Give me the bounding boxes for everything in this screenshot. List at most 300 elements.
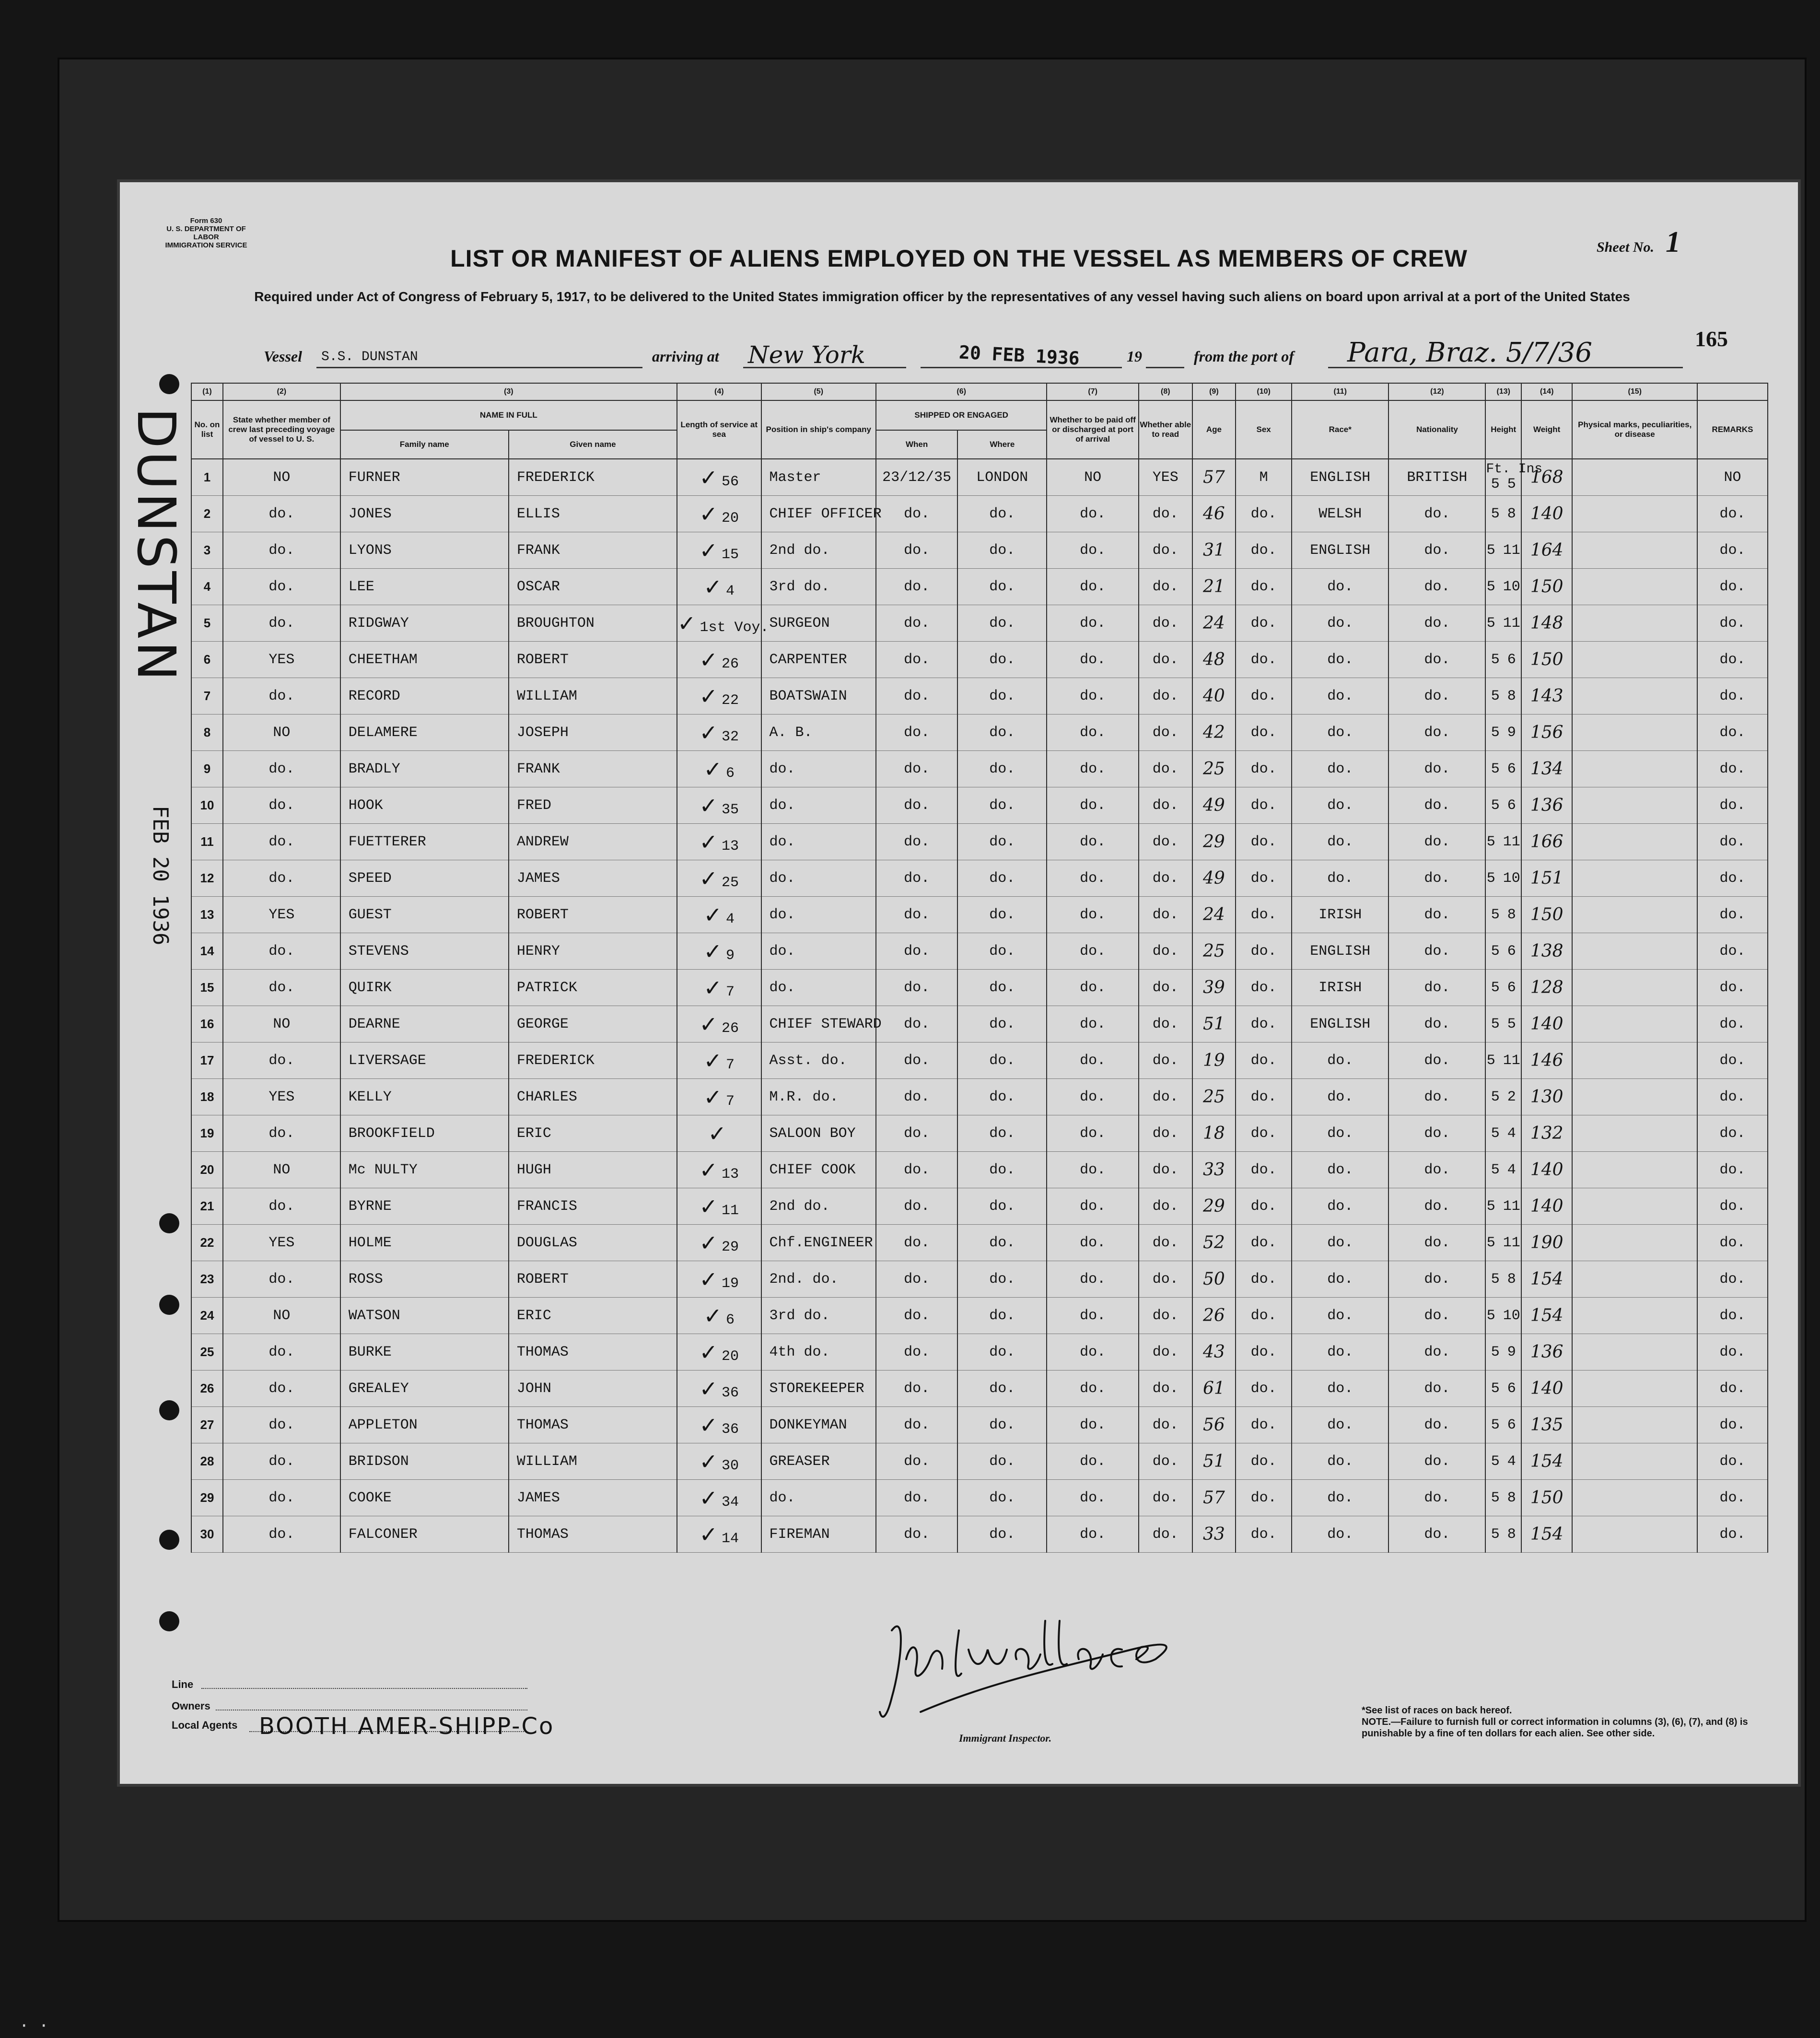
where-cell: do. xyxy=(957,569,1047,605)
position-cell: 2nd. do. xyxy=(761,1261,876,1298)
age-cell: 42 xyxy=(1192,714,1236,751)
height-cell xyxy=(1485,1516,1521,1553)
row-number: 18 xyxy=(191,1079,223,1115)
age-cell: 51 xyxy=(1192,1443,1236,1480)
length-cell xyxy=(677,642,761,678)
family-name-cell: BURKE xyxy=(340,1334,509,1370)
row-number: 6 xyxy=(191,642,223,678)
col-number: (8) xyxy=(1139,383,1192,400)
height-cell xyxy=(1485,1079,1521,1115)
remarks-cell: do. xyxy=(1697,642,1768,678)
sex-cell: do. xyxy=(1236,1298,1292,1334)
height-cell xyxy=(1485,824,1521,860)
family-name-cell: BYRNE xyxy=(340,1188,509,1225)
weight-cell: 154 xyxy=(1521,1298,1572,1334)
film-edge-mark: · · xyxy=(19,2016,49,2036)
paid-off-cell: do. xyxy=(1047,1079,1139,1115)
when-cell: do. xyxy=(876,1370,957,1407)
height-ft: 5 xyxy=(1491,1344,1500,1360)
race-cell: do. xyxy=(1292,1042,1388,1079)
where-cell: do. xyxy=(957,1407,1047,1443)
row-number: 17 xyxy=(191,1042,223,1079)
height-in: 8 xyxy=(1507,505,1516,522)
marks-cell xyxy=(1572,1042,1697,1079)
height-ft: 5 xyxy=(1491,651,1500,668)
when-cell: do. xyxy=(876,714,957,751)
check-mark-icon: ✓ xyxy=(699,865,718,891)
read-cell: do. xyxy=(1139,678,1192,714)
height-in: 6 xyxy=(1507,761,1516,777)
marks-cell xyxy=(1572,459,1697,496)
given-name-cell: THOMAS xyxy=(509,1516,677,1553)
height-cell xyxy=(1485,714,1521,751)
nationality-cell: do. xyxy=(1388,605,1485,642)
race-cell: do. xyxy=(1292,860,1388,897)
sex-cell: do. xyxy=(1236,787,1292,824)
member-prev-cell: YES xyxy=(223,897,340,933)
rule xyxy=(1328,367,1683,368)
check-mark-icon: ✓ xyxy=(703,1302,723,1329)
height-ft: 5 xyxy=(1491,1161,1500,1178)
table-row xyxy=(191,496,1768,532)
where-cell: do. xyxy=(957,1152,1047,1188)
length-value: 25 xyxy=(722,874,739,891)
age-cell: 51 xyxy=(1192,1006,1236,1042)
when-cell: do. xyxy=(876,1115,957,1152)
where-cell: do. xyxy=(957,1042,1047,1079)
nationality-cell: BRITISH xyxy=(1388,459,1485,496)
height-cell xyxy=(1485,1407,1521,1443)
row-number: 16 xyxy=(191,1006,223,1042)
length-value: 13 xyxy=(722,838,739,855)
marks-cell xyxy=(1572,1006,1697,1042)
header-nationality: Nationality xyxy=(1388,400,1485,459)
header-remarks: REMARKS xyxy=(1697,400,1768,459)
race-cell: do. xyxy=(1292,1370,1388,1407)
sex-cell: do. xyxy=(1236,1115,1292,1152)
table-row xyxy=(191,1006,1768,1042)
marks-cell xyxy=(1572,532,1697,569)
length-value: 26 xyxy=(722,1020,739,1037)
member-prev-cell: do. xyxy=(223,1443,340,1480)
col-number: (14) xyxy=(1521,383,1572,400)
col-number: (15) xyxy=(1572,383,1697,400)
length-cell xyxy=(677,1261,761,1298)
given-name-cell: ROBERT xyxy=(509,1261,677,1298)
row-number: 12 xyxy=(191,860,223,897)
side-stamp xyxy=(126,408,187,1031)
race-cell: do. xyxy=(1292,1334,1388,1370)
length-cell xyxy=(677,970,761,1006)
arrival-date-stamp: 20 FEB 1936 xyxy=(958,341,1080,369)
where-cell: do. xyxy=(957,1079,1047,1115)
sex-cell: do. xyxy=(1236,1407,1292,1443)
given-name-cell: FRANK xyxy=(509,751,677,787)
height-ft: 5 xyxy=(1491,943,1500,960)
weight-cell: 154 xyxy=(1521,1516,1572,1553)
age-cell: 24 xyxy=(1192,897,1236,933)
marks-cell xyxy=(1572,824,1697,860)
length-cell xyxy=(677,532,761,569)
check-mark-icon: ✓ xyxy=(703,1047,723,1074)
height-in: 8 xyxy=(1507,688,1516,704)
owners-label: Owners xyxy=(172,1700,210,1712)
check-mark-icon: ✓ xyxy=(699,1157,718,1183)
side-stamp-date: FEB 20 1936 xyxy=(148,806,173,946)
position-cell: do. xyxy=(761,970,876,1006)
given-name-cell: GEORGE xyxy=(509,1006,677,1042)
agents-label: Local Agents xyxy=(172,1719,238,1731)
where-cell: do. xyxy=(957,496,1047,532)
nationality-cell: do. xyxy=(1388,714,1485,751)
remarks-cell: do. xyxy=(1697,1152,1768,1188)
given-name-cell: FREDERICK xyxy=(509,1042,677,1079)
member-prev-cell: do. xyxy=(223,824,340,860)
length-value: 13 xyxy=(722,1166,739,1183)
table-row xyxy=(191,714,1768,751)
age-cell: 61 xyxy=(1192,1370,1236,1407)
length-value: 7 xyxy=(726,1093,735,1110)
when-cell: do. xyxy=(876,496,957,532)
length-value: 9 xyxy=(726,947,735,964)
family-name-cell: JONES xyxy=(340,496,509,532)
read-cell: do. xyxy=(1139,1443,1192,1480)
when-cell: do. xyxy=(876,1334,957,1370)
length-value: 34 xyxy=(722,1494,739,1511)
where-cell: do. xyxy=(957,605,1047,642)
paid-off-cell: do. xyxy=(1047,860,1139,897)
height-in: 8 xyxy=(1507,1489,1516,1506)
length-cell xyxy=(677,1042,761,1079)
remarks-cell: do. xyxy=(1697,787,1768,824)
where-cell: do. xyxy=(957,678,1047,714)
height-cell xyxy=(1485,933,1521,970)
weight-cell: 154 xyxy=(1521,1261,1572,1298)
col-number: (9) xyxy=(1192,383,1236,400)
table-row xyxy=(191,751,1768,787)
row-number: 11 xyxy=(191,824,223,860)
read-cell: do. xyxy=(1139,787,1192,824)
check-mark-icon: ✓ xyxy=(699,1230,718,1256)
check-mark-icon: ✓ xyxy=(703,574,723,600)
row-number: 10 xyxy=(191,787,223,824)
nationality-cell: do. xyxy=(1388,1079,1485,1115)
table-row xyxy=(191,933,1768,970)
sex-cell: do. xyxy=(1236,496,1292,532)
where-cell: do. xyxy=(957,1516,1047,1553)
age-cell: 57 xyxy=(1192,459,1236,496)
marks-cell xyxy=(1572,678,1697,714)
height-in: 11 xyxy=(1503,833,1520,850)
height-cell xyxy=(1485,787,1521,824)
paid-off-cell: do. xyxy=(1047,496,1139,532)
race-cell: do. xyxy=(1292,1443,1388,1480)
sex-cell: do. xyxy=(1236,897,1292,933)
sex-cell: do. xyxy=(1236,714,1292,751)
read-cell: do. xyxy=(1139,1261,1192,1298)
nationality-cell: do. xyxy=(1388,1298,1485,1334)
race-cell: do. xyxy=(1292,1225,1388,1261)
nationality-cell: do. xyxy=(1388,1152,1485,1188)
nationality-cell: do. xyxy=(1388,787,1485,824)
paid-off-cell: do. xyxy=(1047,1042,1139,1079)
family-name-cell: HOOK xyxy=(340,787,509,824)
family-name-cell: QUIRK xyxy=(340,970,509,1006)
check-mark-icon: ✓ xyxy=(708,1120,727,1147)
member-prev-cell: do. xyxy=(223,933,340,970)
check-mark-icon: ✓ xyxy=(699,646,718,673)
remarks-cell: NO xyxy=(1697,459,1768,496)
when-cell: do. xyxy=(876,1443,957,1480)
read-cell: do. xyxy=(1139,824,1192,860)
paid-off-cell: do. xyxy=(1047,605,1139,642)
race-cell: do. xyxy=(1292,1298,1388,1334)
member-prev-cell: YES xyxy=(223,1079,340,1115)
remarks-cell: do. xyxy=(1697,1006,1768,1042)
family-name-cell: KELLY xyxy=(340,1079,509,1115)
paid-off-cell: do. xyxy=(1047,933,1139,970)
length-value: 20 xyxy=(722,510,739,527)
crew-rows xyxy=(191,459,1768,1553)
sex-cell: do. xyxy=(1236,1188,1292,1225)
where-cell: do. xyxy=(957,1261,1047,1298)
header-height: Height xyxy=(1485,400,1521,459)
nationality-cell: do. xyxy=(1388,1261,1485,1298)
length-cell xyxy=(677,824,761,860)
marks-cell xyxy=(1572,1334,1697,1370)
line-label: Line xyxy=(172,1678,194,1690)
length-cell xyxy=(677,496,761,532)
header-name-in-full: NAME IN FULL xyxy=(340,400,677,430)
given-name-cell: WILLIAM xyxy=(509,1443,677,1480)
height-in: 5 xyxy=(1507,1016,1516,1032)
nationality-cell: do. xyxy=(1388,569,1485,605)
row-number: 29 xyxy=(191,1480,223,1516)
position-cell: do. xyxy=(761,824,876,860)
footnote-races: *See list of races on back hereof. xyxy=(1362,1705,1512,1716)
header-read: Whether able to read xyxy=(1139,400,1192,459)
read-cell: do. xyxy=(1139,1006,1192,1042)
length-cell xyxy=(677,1443,761,1480)
where-cell: do. xyxy=(957,1443,1047,1480)
age-cell: 31 xyxy=(1192,532,1236,569)
race-cell: IRISH xyxy=(1292,897,1388,933)
from-port-value: Para, Braz. 5/7/36 xyxy=(1347,337,1592,368)
sex-cell: do. xyxy=(1236,1516,1292,1553)
nationality-cell: do. xyxy=(1388,678,1485,714)
age-cell: 39 xyxy=(1192,970,1236,1006)
where-cell: do. xyxy=(957,1225,1047,1261)
age-cell: 46 xyxy=(1192,496,1236,532)
read-cell: do. xyxy=(1139,1407,1192,1443)
nationality-cell: do. xyxy=(1388,1115,1485,1152)
sex-cell: do. xyxy=(1236,1225,1292,1261)
member-prev-cell: NO xyxy=(223,459,340,496)
position-cell: SALOON BOY xyxy=(761,1115,876,1152)
height-cell xyxy=(1485,1443,1521,1480)
check-mark-icon: ✓ xyxy=(699,1266,718,1292)
remarks-cell: do. xyxy=(1697,860,1768,897)
header-length-service: Length of service at sea xyxy=(677,400,761,459)
check-mark-icon: ✓ xyxy=(699,829,718,855)
row-number: 3 xyxy=(191,532,223,569)
family-name-cell: Mc NULTY xyxy=(340,1152,509,1188)
paid-off-cell: do. xyxy=(1047,1261,1139,1298)
rule xyxy=(1146,367,1184,368)
when-cell: do. xyxy=(876,1079,957,1115)
age-cell: 18 xyxy=(1192,1115,1236,1152)
age-cell: 57 xyxy=(1192,1480,1236,1516)
remarks-cell: do. xyxy=(1697,1042,1768,1079)
punch-hole xyxy=(159,374,179,394)
where-cell: do. xyxy=(957,532,1047,569)
height-in: 8 xyxy=(1507,906,1516,923)
race-cell: do. xyxy=(1292,569,1388,605)
height-cell xyxy=(1485,1370,1521,1407)
remarks-cell: do. xyxy=(1697,824,1768,860)
check-mark-icon: ✓ xyxy=(699,1485,718,1511)
header-marks: Physical marks, peculiarities, or disease xyxy=(1572,400,1697,459)
age-cell: 52 xyxy=(1192,1225,1236,1261)
height-in: 11 xyxy=(1503,1198,1520,1215)
nationality-cell: do. xyxy=(1388,933,1485,970)
given-name-cell: ELLIS xyxy=(509,496,677,532)
length-cell xyxy=(677,1298,761,1334)
check-mark-icon: ✓ xyxy=(703,974,723,1001)
weight-cell: 140 xyxy=(1521,496,1572,532)
nationality-cell: do. xyxy=(1388,1006,1485,1042)
height-cell xyxy=(1485,751,1521,787)
where-cell: do. xyxy=(957,1370,1047,1407)
inspector-signature xyxy=(863,1602,1199,1726)
length-value: 4 xyxy=(726,911,735,927)
length-value: 26 xyxy=(722,656,739,672)
col-number: (12) xyxy=(1388,383,1485,400)
read-cell: do. xyxy=(1139,1334,1192,1370)
page-title: LIST OR MANIFEST OF ALIENS EMPLOYED ON THE VESSEL AS MEMBERS OF CREW xyxy=(450,245,1468,272)
weight-cell: 140 xyxy=(1521,1188,1572,1225)
col-number: (1) xyxy=(191,383,223,400)
weight-cell: 140 xyxy=(1521,1370,1572,1407)
position-cell: CHIEF STEWARD xyxy=(761,1006,876,1042)
paid-off-cell: do. xyxy=(1047,1370,1139,1407)
age-cell: 21 xyxy=(1192,569,1236,605)
race-cell: ENGLISH xyxy=(1292,532,1388,569)
height-cell xyxy=(1485,1261,1521,1298)
height-cell xyxy=(1485,678,1521,714)
nationality-cell: do. xyxy=(1388,751,1485,787)
where-cell: do. xyxy=(957,970,1047,1006)
race-cell: do. xyxy=(1292,1188,1388,1225)
length-cell xyxy=(677,897,761,933)
sex-cell: do. xyxy=(1236,1042,1292,1079)
read-cell: YES xyxy=(1139,459,1192,496)
race-cell: do. xyxy=(1292,605,1388,642)
length-cell xyxy=(677,1188,761,1225)
nationality-cell: do. xyxy=(1388,1334,1485,1370)
table-row xyxy=(191,678,1768,714)
member-prev-cell: NO xyxy=(223,1298,340,1334)
remarks-cell: do. xyxy=(1697,751,1768,787)
sex-cell: do. xyxy=(1236,569,1292,605)
check-mark-icon: ✓ xyxy=(699,464,718,491)
length-value: 15 xyxy=(722,546,739,563)
family-name-cell: FURNER xyxy=(340,459,509,496)
row-number: 4 xyxy=(191,569,223,605)
weight-cell: 140 xyxy=(1521,1152,1572,1188)
given-name-cell: ERIC xyxy=(509,1115,677,1152)
given-name-cell: CHARLES xyxy=(509,1079,677,1115)
age-cell: 25 xyxy=(1192,751,1236,787)
read-cell: do. xyxy=(1139,569,1192,605)
sex-cell: do. xyxy=(1236,1261,1292,1298)
header-age: Age xyxy=(1192,400,1236,459)
height-in: 6 xyxy=(1507,943,1516,960)
table-row xyxy=(191,532,1768,569)
height-in: 8 xyxy=(1507,1271,1516,1288)
race-cell: do. xyxy=(1292,714,1388,751)
table-row xyxy=(191,459,1768,496)
length-value: 30 xyxy=(722,1457,739,1474)
length-cell xyxy=(677,1370,761,1407)
length-cell xyxy=(677,459,761,496)
member-prev-cell: do. xyxy=(223,970,340,1006)
where-cell: do. xyxy=(957,824,1047,860)
position-cell: do. xyxy=(761,897,876,933)
remarks-cell: do. xyxy=(1697,1261,1768,1298)
manifest-sheet xyxy=(120,182,1798,1784)
height-ft: 5 xyxy=(1486,1052,1495,1069)
rule xyxy=(743,367,906,368)
height-cell xyxy=(1485,532,1521,569)
where-cell: do. xyxy=(957,751,1047,787)
row-number: 30 xyxy=(191,1516,223,1553)
where-cell: do. xyxy=(957,1298,1047,1334)
length-value: 36 xyxy=(722,1421,739,1438)
age-cell: 33 xyxy=(1192,1516,1236,1553)
marks-cell xyxy=(1572,496,1697,532)
height-cell xyxy=(1485,1152,1521,1188)
given-name-cell: OSCAR xyxy=(509,569,677,605)
sheet-label: Sheet No. xyxy=(1597,239,1654,255)
position-cell: 2nd do. xyxy=(761,532,876,569)
race-cell: do. xyxy=(1292,1261,1388,1298)
header-when: When xyxy=(876,430,957,459)
member-prev-cell: do. xyxy=(223,1516,340,1553)
length-value: 6 xyxy=(726,765,735,782)
marks-cell xyxy=(1572,1079,1697,1115)
height-ft: 5 xyxy=(1486,1307,1495,1324)
arriving-label: arriving at xyxy=(652,348,719,365)
header-family-name: Family name xyxy=(340,430,509,459)
height-cell xyxy=(1485,605,1521,642)
header-no-on-list: No. on list xyxy=(191,400,223,459)
height-in: 6 xyxy=(1507,651,1516,668)
length-cell xyxy=(677,714,761,751)
height-ft: 5 xyxy=(1491,1089,1500,1105)
weight-cell: 132 xyxy=(1521,1115,1572,1152)
year-label: 19 xyxy=(1127,348,1142,365)
paid-off-cell: do. xyxy=(1047,1443,1139,1480)
family-name-cell: RIDGWAY xyxy=(340,605,509,642)
weight-cell: 146 xyxy=(1521,1042,1572,1079)
weight-cell: 148 xyxy=(1521,605,1572,642)
nationality-cell: do. xyxy=(1388,1188,1485,1225)
remarks-cell: do. xyxy=(1697,1115,1768,1152)
weight-cell: 190 xyxy=(1521,1225,1572,1261)
paid-off-cell: do. xyxy=(1047,1152,1139,1188)
position-cell: do. xyxy=(761,751,876,787)
